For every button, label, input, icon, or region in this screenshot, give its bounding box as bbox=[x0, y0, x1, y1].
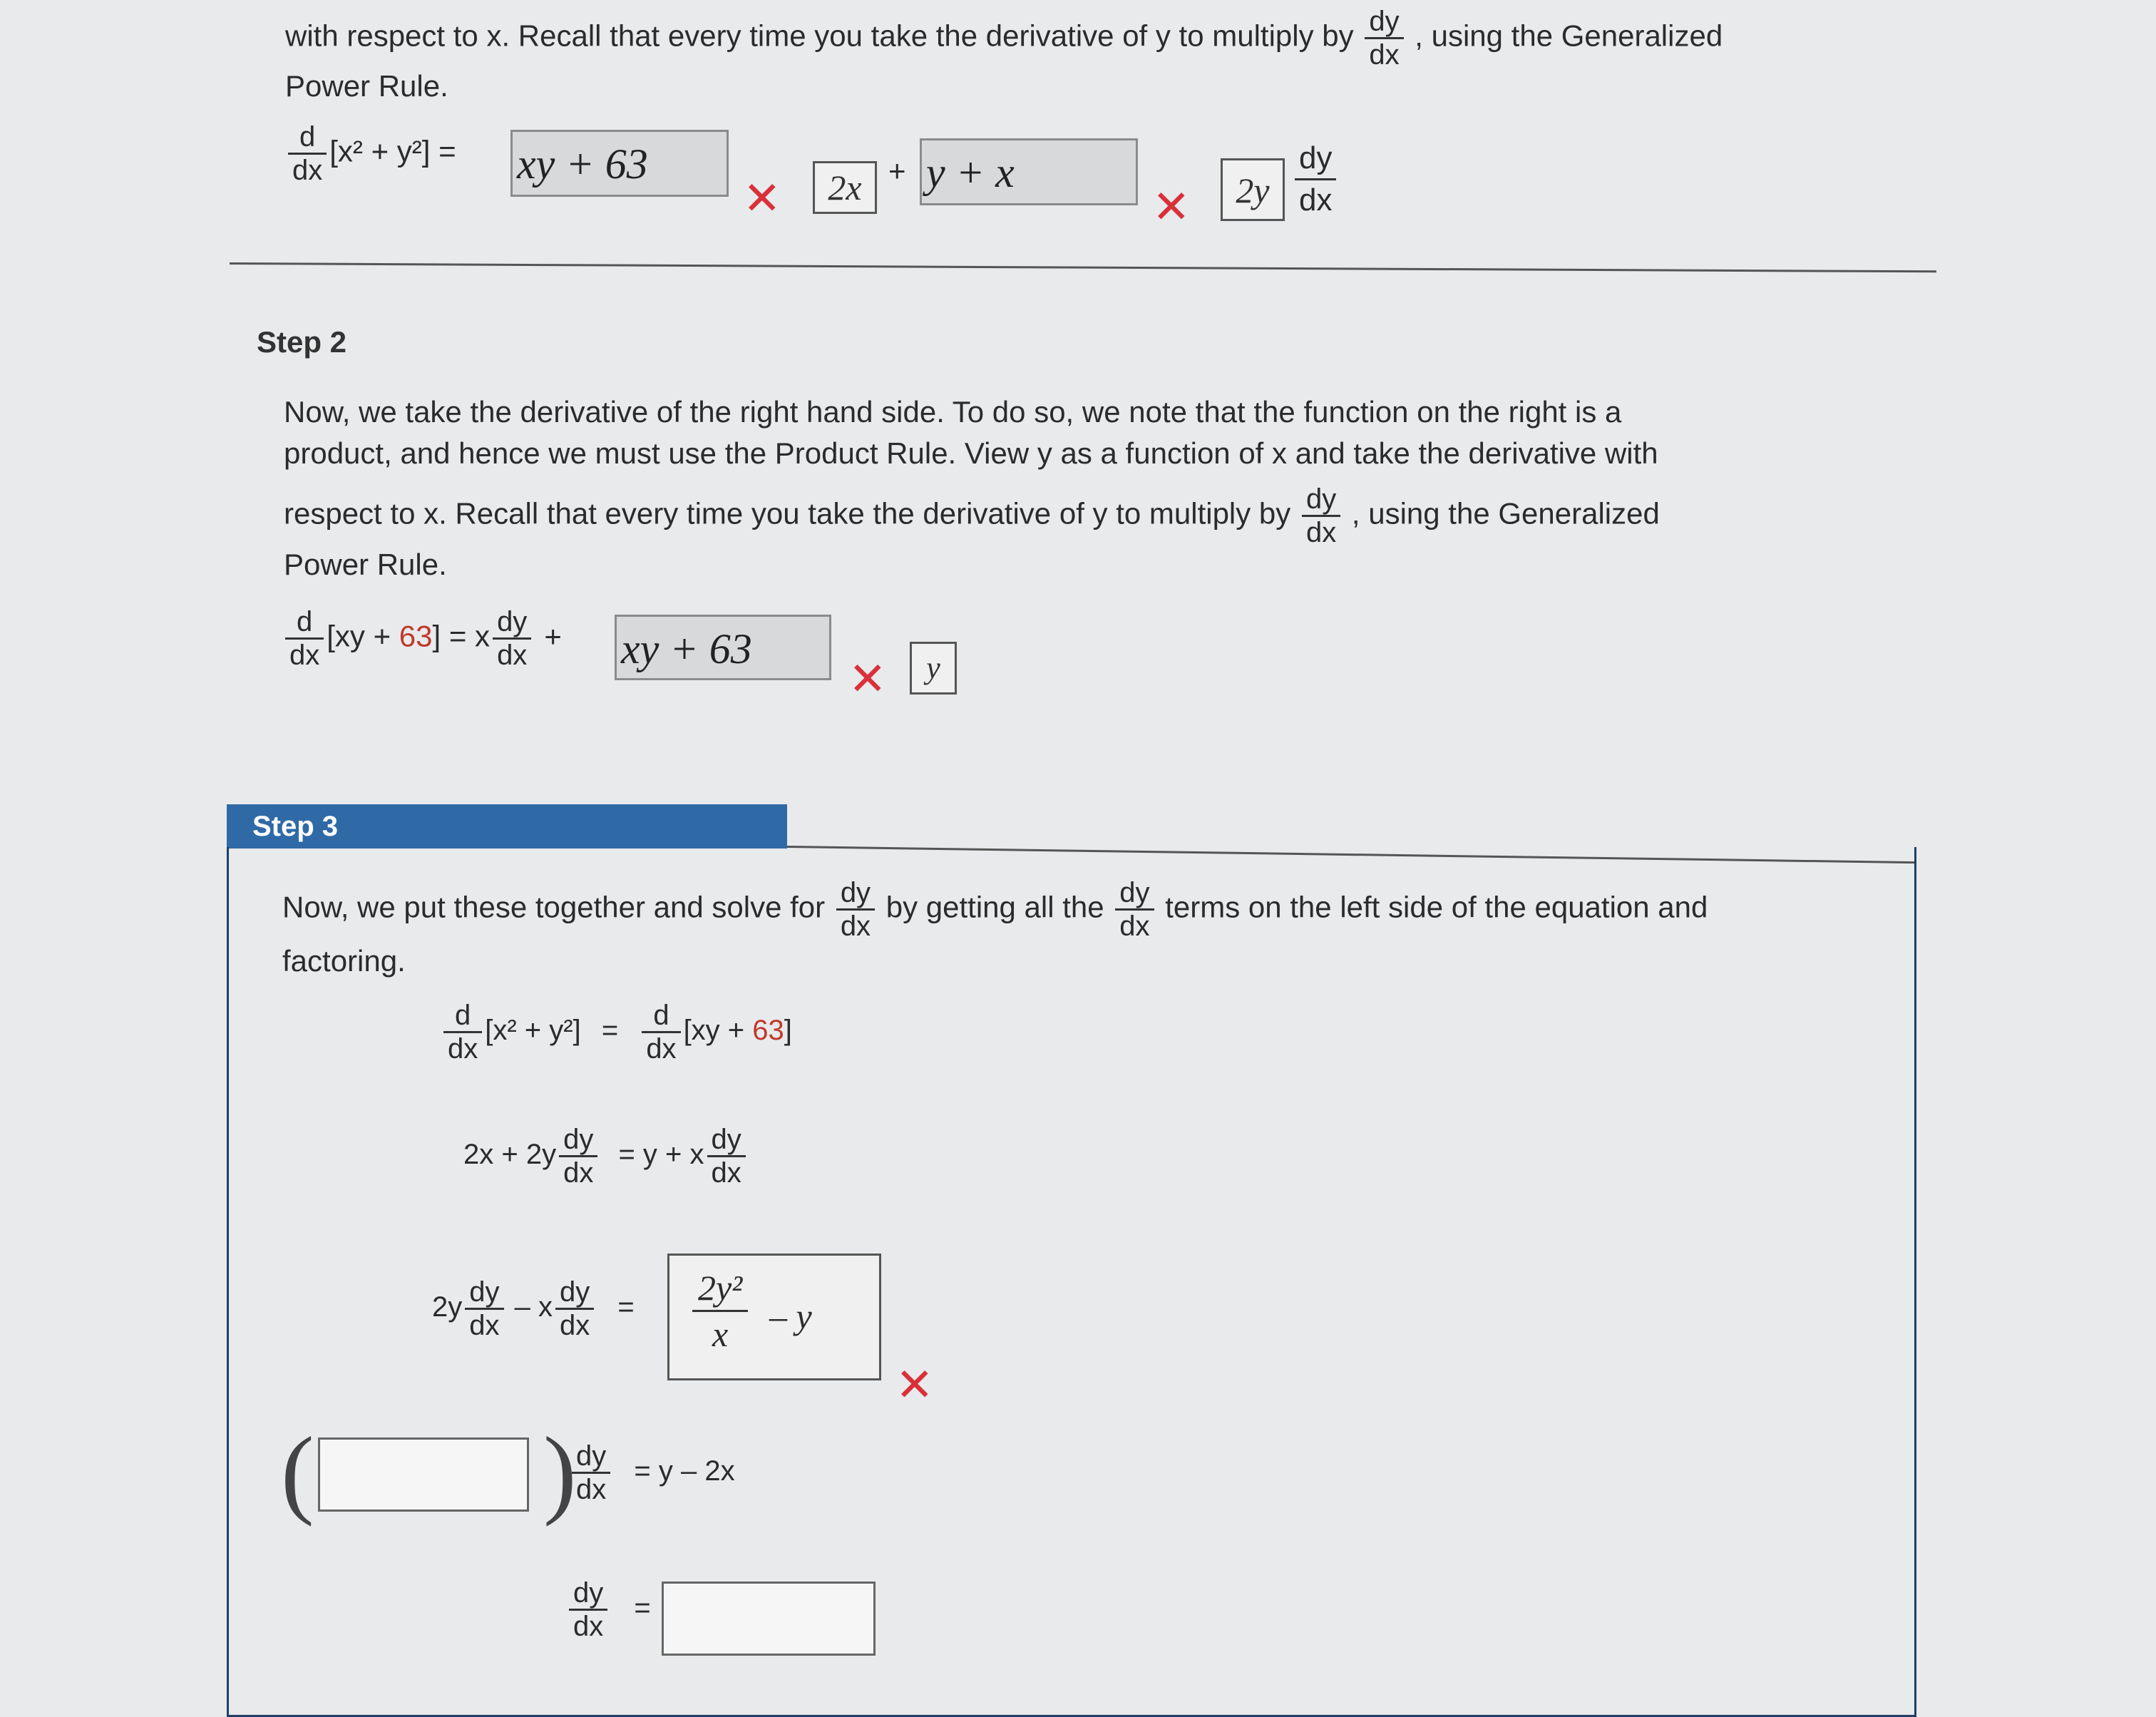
frac-den: dx bbox=[465, 1308, 503, 1341]
step3-row1 bbox=[441, 1000, 792, 1065]
divider bbox=[230, 262, 1936, 272]
frac-num: d bbox=[297, 606, 313, 637]
step2-para-line3 bbox=[284, 483, 1660, 548]
eq-constant: 63 bbox=[752, 1015, 784, 1047]
frac-num: dy bbox=[1119, 877, 1150, 908]
eq-text: [xy + bbox=[327, 619, 399, 653]
step3-row3-answer-input[interactable] bbox=[667, 1254, 881, 1380]
dydx-fraction bbox=[569, 1577, 607, 1642]
dydx-fraction bbox=[1115, 877, 1154, 942]
frac-num: d bbox=[299, 121, 316, 153]
frac-num: dy bbox=[840, 877, 871, 908]
eq-text: = y + x bbox=[618, 1139, 704, 1171]
equals-sign: = bbox=[617, 1291, 635, 1323]
eq-constant: 63 bbox=[399, 619, 433, 653]
step1-lhs-text: [x² + y²] = bbox=[329, 134, 456, 168]
step2-title: Step 2 bbox=[257, 325, 347, 359]
frac-num: dy bbox=[1299, 140, 1333, 175]
step3-header: Step 3 bbox=[227, 804, 787, 849]
d-dx-fraction bbox=[285, 606, 324, 671]
frac-den: dx bbox=[707, 1155, 746, 1189]
answer-fraction bbox=[692, 1266, 748, 1356]
frac-den: dx bbox=[642, 1031, 680, 1065]
answer-tail: – y bbox=[769, 1296, 812, 1336]
step1-text-line1 bbox=[285, 6, 1723, 71]
d-dx-fraction bbox=[642, 1000, 680, 1065]
step3-para-a: Now, we put these together and solve for bbox=[282, 890, 826, 924]
frac-num: dy bbox=[563, 1124, 594, 1155]
step2-para-line1: Now, we take the derivative of the right hand side. To do so, we note that the function on the right is a bbox=[284, 395, 1622, 429]
step1-line1-text: with respect to x. Recall that every time you take the derivative of y to multiply by bbox=[285, 19, 1354, 53]
frac-num: dy bbox=[1305, 483, 1337, 515]
dydx-fraction bbox=[493, 606, 531, 671]
eq-text: – x bbox=[514, 1291, 553, 1323]
dydx-fraction bbox=[1292, 138, 1339, 220]
frac-den: dx bbox=[288, 153, 327, 186]
step3-para-b: by getting all the bbox=[885, 890, 1104, 924]
factor-input[interactable] bbox=[318, 1437, 529, 1512]
frac-den: dx bbox=[555, 1308, 594, 1341]
frac-den: dx bbox=[285, 637, 324, 671]
incorrect-icon: ✕ bbox=[848, 653, 887, 704]
frac-den: dx bbox=[559, 1155, 597, 1189]
frac-den: dx bbox=[836, 908, 875, 942]
eq-text: ] bbox=[784, 1015, 792, 1047]
step3-row3 bbox=[432, 1276, 635, 1341]
dydx-fraction bbox=[555, 1276, 594, 1341]
step3-row2 bbox=[463, 1124, 749, 1189]
incorrect-icon: ✕ bbox=[895, 1359, 934, 1410]
equals-sign: = bbox=[634, 1592, 651, 1624]
step3-para-line1 bbox=[282, 877, 1708, 942]
eq-text: [xy + bbox=[683, 1015, 753, 1047]
step2-line3-tail: , using the Generalized bbox=[1351, 496, 1660, 531]
frac-den: dx bbox=[572, 1472, 610, 1505]
step2-para-line4: Power Rule. bbox=[284, 548, 447, 581]
d-dx-fraction bbox=[443, 1000, 482, 1065]
frac-den: dx bbox=[493, 637, 531, 671]
frac-num: d bbox=[653, 1000, 669, 1031]
step1-text-line2: Power Rule. bbox=[285, 69, 448, 103]
step3-para-c: terms on the left side of the equation and bbox=[1165, 890, 1708, 924]
step2-equation-lhs bbox=[282, 606, 562, 671]
plus-sign: + bbox=[888, 154, 906, 188]
eq-text: ] = x bbox=[432, 619, 491, 653]
dydx-fraction bbox=[559, 1124, 597, 1189]
incorrect-icon: ✕ bbox=[743, 173, 781, 224]
step3-row5 bbox=[566, 1577, 651, 1642]
dydx-fraction bbox=[1365, 6, 1403, 71]
answer-numerator: 2y² bbox=[698, 1268, 743, 1308]
frac-den: dx bbox=[1295, 178, 1336, 220]
final-answer-input[interactable] bbox=[662, 1582, 876, 1656]
step2-answer-input[interactable]: xy + 63 bbox=[615, 615, 831, 680]
frac-den: dx bbox=[1302, 515, 1340, 548]
frac-den: dx bbox=[443, 1031, 482, 1065]
frac-num: dy bbox=[576, 1440, 607, 1472]
close-paren: ) bbox=[543, 1417, 577, 1527]
eq-text: 2y bbox=[432, 1291, 463, 1323]
eq-text: 2x + 2y bbox=[463, 1139, 557, 1171]
frac-den: dx bbox=[569, 1609, 607, 1642]
eq-text: [x² + y²] bbox=[485, 1015, 581, 1047]
step3-para-line2: factoring. bbox=[282, 944, 406, 978]
step2-line3-text: respect to x. Recall that every time you take the derivative of y to multiply by bbox=[284, 496, 1291, 531]
step1-line1-tail: , using the Generalized bbox=[1415, 19, 1723, 53]
hint-box-2x: 2x bbox=[813, 161, 877, 214]
step1-answer2-input[interactable]: y + x bbox=[920, 138, 1138, 205]
step2-para-line2: product, and hence we must use the Product Rule. View y as a function of x and take the derivative with bbox=[284, 436, 1658, 470]
dydx-fraction bbox=[707, 1124, 746, 1189]
answer-denominator: x bbox=[692, 1310, 748, 1356]
d-dx-fraction bbox=[288, 121, 327, 186]
step1-equation-lhs bbox=[285, 121, 456, 186]
hint-box-2y: 2y bbox=[1221, 158, 1285, 221]
frac-num: dy bbox=[469, 1276, 500, 1308]
dydx-fraction bbox=[836, 877, 875, 942]
frac-num: dy bbox=[573, 1577, 604, 1609]
frac-den: dx bbox=[1365, 37, 1403, 71]
eq-text: = y – 2x bbox=[634, 1455, 735, 1487]
hint-box-y: y bbox=[910, 642, 957, 695]
step3-row4 bbox=[569, 1440, 735, 1505]
frac-num: dy bbox=[711, 1124, 741, 1155]
frac-num: dy bbox=[1369, 6, 1400, 37]
dydx-fraction bbox=[465, 1276, 503, 1341]
frac-den: dx bbox=[1115, 908, 1154, 942]
incorrect-icon: ✕ bbox=[1152, 181, 1191, 232]
dydx-fraction bbox=[1302, 483, 1340, 548]
step1-answer1-input[interactable]: xy + 63 bbox=[510, 130, 729, 197]
plus-sign: + bbox=[544, 619, 562, 653]
frac-num: dy bbox=[559, 1276, 590, 1308]
frac-num: dy bbox=[497, 606, 528, 637]
equals-sign: = bbox=[601, 1015, 619, 1047]
frac-num: d bbox=[455, 1000, 471, 1031]
dydx-fraction bbox=[572, 1440, 610, 1505]
open-paren: ( bbox=[281, 1417, 314, 1527]
